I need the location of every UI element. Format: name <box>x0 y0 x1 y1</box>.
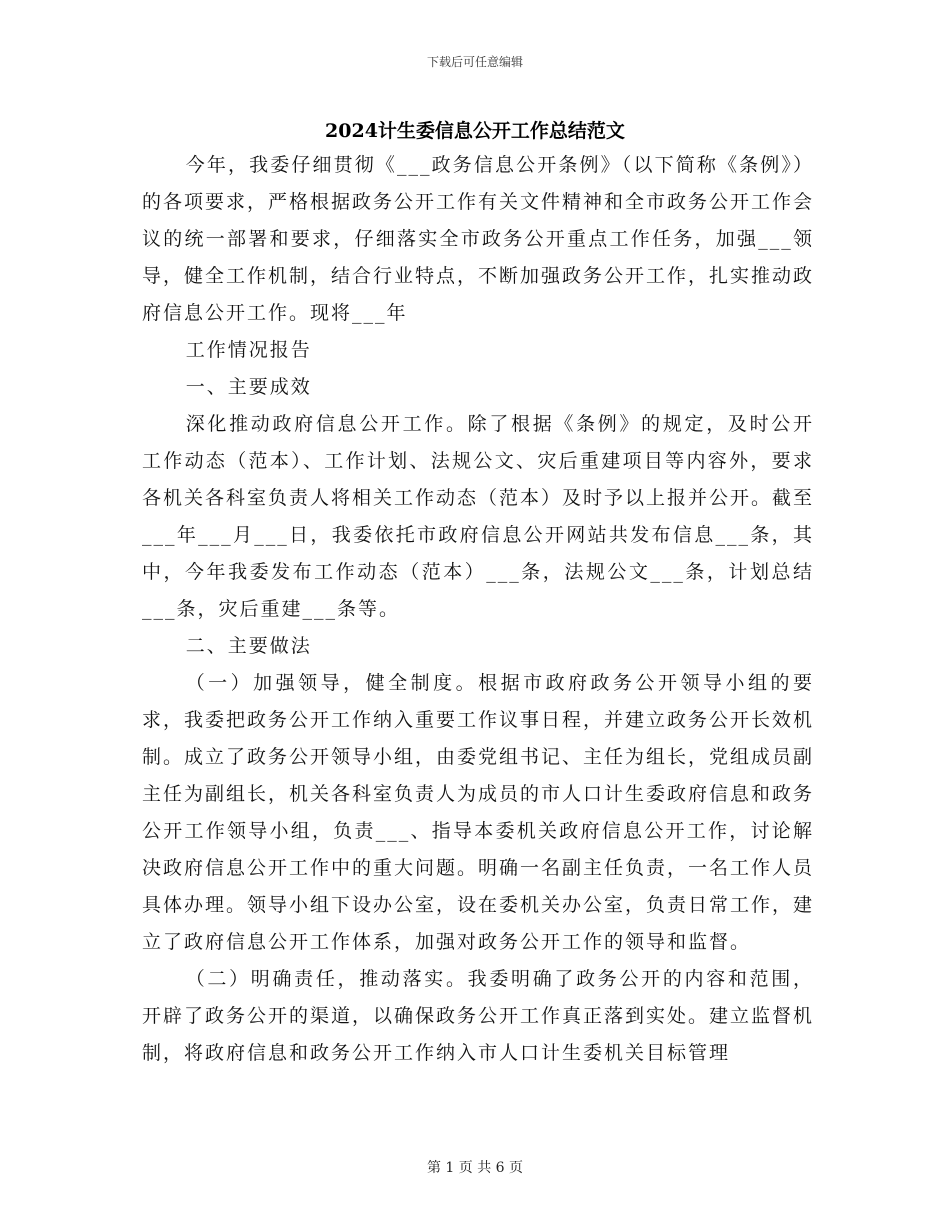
document-body <box>142 147 814 1072</box>
page-number: 第 1 页 共 6 页 <box>426 1160 524 1176</box>
paragraph-practice-two: （二）明确责任，推动落实。我委明确了政务公开的内容和范围，开辟了政务公开的渠道，以确保政务公开工作真正落到实处。建立监督机制，将政府信息和政务公开工作纳入市人口计生委机关目标管理 <box>142 968 815 1064</box>
document-title: 2024计生委信息公开工作总结范文 <box>325 120 625 142</box>
header-note: 下载后可任意编辑 <box>426 55 523 69</box>
paragraph-report-heading: 工作情况报告 <box>185 339 312 361</box>
paragraph-achievements: 深化推动政府信息公开工作。除了根据《条例》的规定，及时公开工作动态（范本）、工作计划、法规公文、灾后重建项目等内容外，要求各机关各科室负责人将相关工作动态（范本）及时予以上报并公开。截至___年___月___日，我委依托市政府信息公开网站共发布信息___条，其中，今年我委发布工作动态（范本）___条，法规公文___条，计划总结___条，灾后重建___条等。 <box>142 413 815 620</box>
section-heading-practices: 二、主要做法 <box>185 635 312 657</box>
paragraph-practice-one: （一）加强领导，健全制度。根据市政府政务公开领导小组的要求，我委把政务公开工作纳入重要工作议事日程，并建立政务公开长效机制。成立了政务公开领导小组，由委党组书记、主任为组长，党组成员副主任为副组长，机关各科室负责人为成员的市人口计生委政府信息和政务公开工作领导小组，负责___、指导本委机关政府信息公开工作，讨论解决政府信息公开工作中的重大问题。明确一名副主任负责，一名工作人员具体办理。领导小组下设办公室，设在委机关办公室，负责日常工作，建立了政府信息公开工作体系，加强对政务公开工作的领导和监督。 <box>142 672 815 953</box>
section-heading-achievements: 一、主要成效 <box>185 376 312 398</box>
paragraph-intro: 今年，我委仔细贯彻《___政务信息公开条例》（以下简称《条例》）的各项要求，严格根据政务公开工作有关文件精神和全市政务公开工作会议的统一部署和要求，仔细落实全市政务公开重点工作任务，加强___领导，健全工作机制，结合行业特点，不断加强政务公开工作，扎实推动政府信息公开工作。现将___年 <box>142 154 815 324</box>
